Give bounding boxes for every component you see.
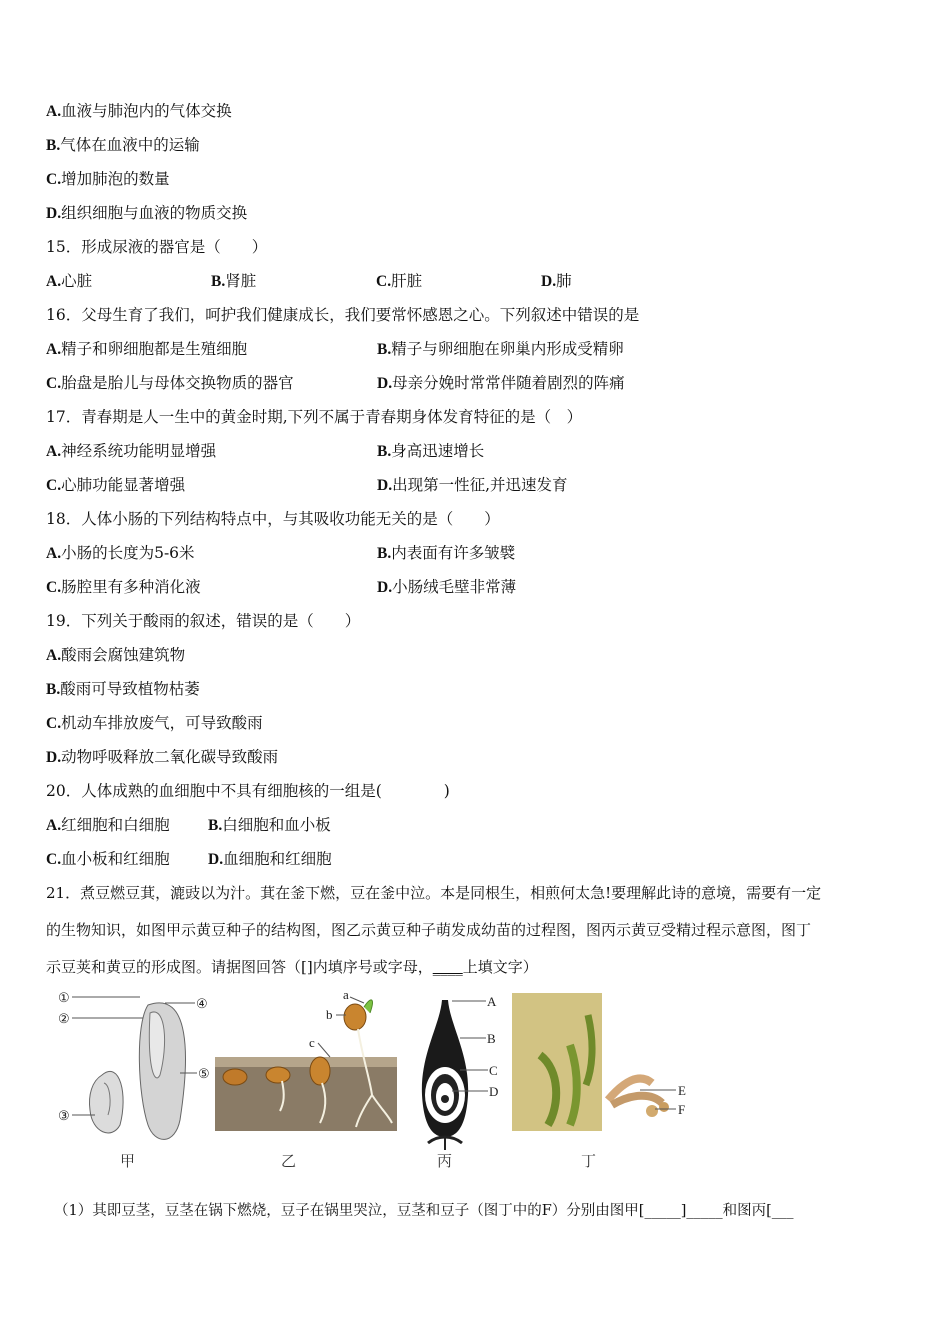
q19-option-b: B.酸雨可导致植物枯萎 [46, 680, 200, 698]
option-letter: B. [46, 137, 61, 154]
q21-stem-line2: 的生物知识，如图甲示黄豆种子的结构图，图乙示黄豆种子萌发成幼苗的过程图，图丙示黄豆受精过程示意图，图丁 [46, 921, 812, 939]
q16-stem: 16．父母生育了我们，呵护我们健康成长，我们要常怀感恩之心。下列叙述中错误的是 [46, 306, 640, 324]
q18-options-row1: A.小肠的长度为5-6米 B.内表面有许多皱襞 [46, 544, 516, 562]
ding-pod-diagram [512, 993, 686, 1131]
q17-options-row2: C.心肺功能显著增强 D.出现第一性征,并迅速发育 [46, 476, 568, 494]
bing-label-c: C [489, 1063, 498, 1078]
q14-option-d: D.组织细胞与血液的物质交换 [46, 204, 248, 222]
bing-label-b: B [487, 1031, 496, 1046]
bing-label-d: D [489, 1084, 499, 1099]
q14-option-b: B.气体在血液中的运输 [46, 136, 200, 154]
jia-seed-diagram [58, 990, 210, 1139]
q15-options: A.心脏 B.肾脏 C.肝脏 D.肺 [46, 272, 572, 290]
bing-fertilization-diagram [422, 994, 499, 1150]
ding-label-f: F [678, 1102, 686, 1117]
jia-label-3: ③ [58, 1108, 70, 1123]
q19-option-d: D.动物呼吸释放二氧化碳导致酸雨 [46, 748, 279, 766]
q21-figure [40, 985, 720, 1175]
q14-option-a: A.血液与肺泡内的气体交换 [46, 102, 232, 120]
jia-label-1: ① [58, 990, 70, 1005]
q15-stem: 15．形成尿液的器官是（ ） [46, 238, 268, 256]
q19-option-c: C.机动车排放废气，可导致酸雨 [46, 714, 263, 732]
caption-yi: 乙 [281, 1152, 297, 1170]
jia-label-5: ⑤ [198, 1066, 210, 1081]
jia-label-2: ② [58, 1011, 70, 1026]
q21-sub1: （1）其即豆茎，豆茎在锅下燃烧，豆子在锅里哭泣，豆茎和豆子（图丁中的F）分别由图甲[_____]_____和图丙[___ [54, 1203, 794, 1219]
option-letter: D. [46, 205, 62, 222]
jia-label-4: ④ [196, 996, 208, 1011]
q21-stem-line1: 21．煮豆燃豆萁，漉豉以为汁。萁在釜下燃，豆在釜中泣。本是同根生，相煎何太急!要理解此诗的意境，需要有一定 [46, 884, 822, 902]
q16-options-row2: C.胎盘是胎儿与母体交换物质的器官 D.母亲分娩时常常伴随着剧烈的阵痛 [46, 374, 625, 392]
q18-stem: 18．人体小肠的下列结构特点中，与其吸收功能无关的是（ ） [46, 510, 500, 528]
q20-options-row2: C.血小板和红细胞 D.血细胞和红细胞 [46, 850, 332, 868]
caption-ding: 丁 [581, 1152, 597, 1170]
q18-options-row2: C.肠腔里有多种消化液 D.小肠绒毛壁非常薄 [46, 578, 517, 596]
ding-label-e: E [678, 1083, 686, 1098]
option-letter: C. [46, 171, 62, 188]
caption-bing: 丙 [437, 1152, 453, 1170]
yi-label-b: b [326, 1007, 333, 1022]
q19-stem: 19．下列关于酸雨的叙述，错误的是（ ） [46, 612, 361, 630]
q20-stem: 20．人体成熟的血细胞中不具有细胞核的一组是( ) [46, 782, 450, 800]
q19-option-a: A.酸雨会腐蚀建筑物 [46, 646, 186, 664]
yi-germination-diagram [215, 987, 397, 1131]
q17-stem: 17．青春期是人一生中的黄金时期,下列不属于青春期身体发育特征的是（ ） [46, 408, 583, 426]
q20-options-row1: A.红细胞和白细胞 B.白细胞和血小板 [46, 816, 331, 834]
caption-jia: 甲 [120, 1152, 136, 1170]
option-letter: A. [46, 103, 62, 120]
q17-options-row1: A.神经系统功能明显增强 B.身高迅速增长 [46, 442, 485, 460]
bing-label-a: A [487, 994, 497, 1009]
q21-stem-line3: 示豆荚和黄豆的形成图。请据图回答（[]内填序号或字母，____上填文字） [46, 958, 538, 976]
yi-label-a: a [343, 987, 349, 1002]
yi-label-c: c [309, 1035, 315, 1050]
q16-options-row1: A.精子和卵细胞都是生殖细胞 B.精子与卵细胞在卵巢内形成受精卵 [46, 340, 624, 358]
q14-option-c: C.增加肺泡的数量 [46, 170, 170, 188]
